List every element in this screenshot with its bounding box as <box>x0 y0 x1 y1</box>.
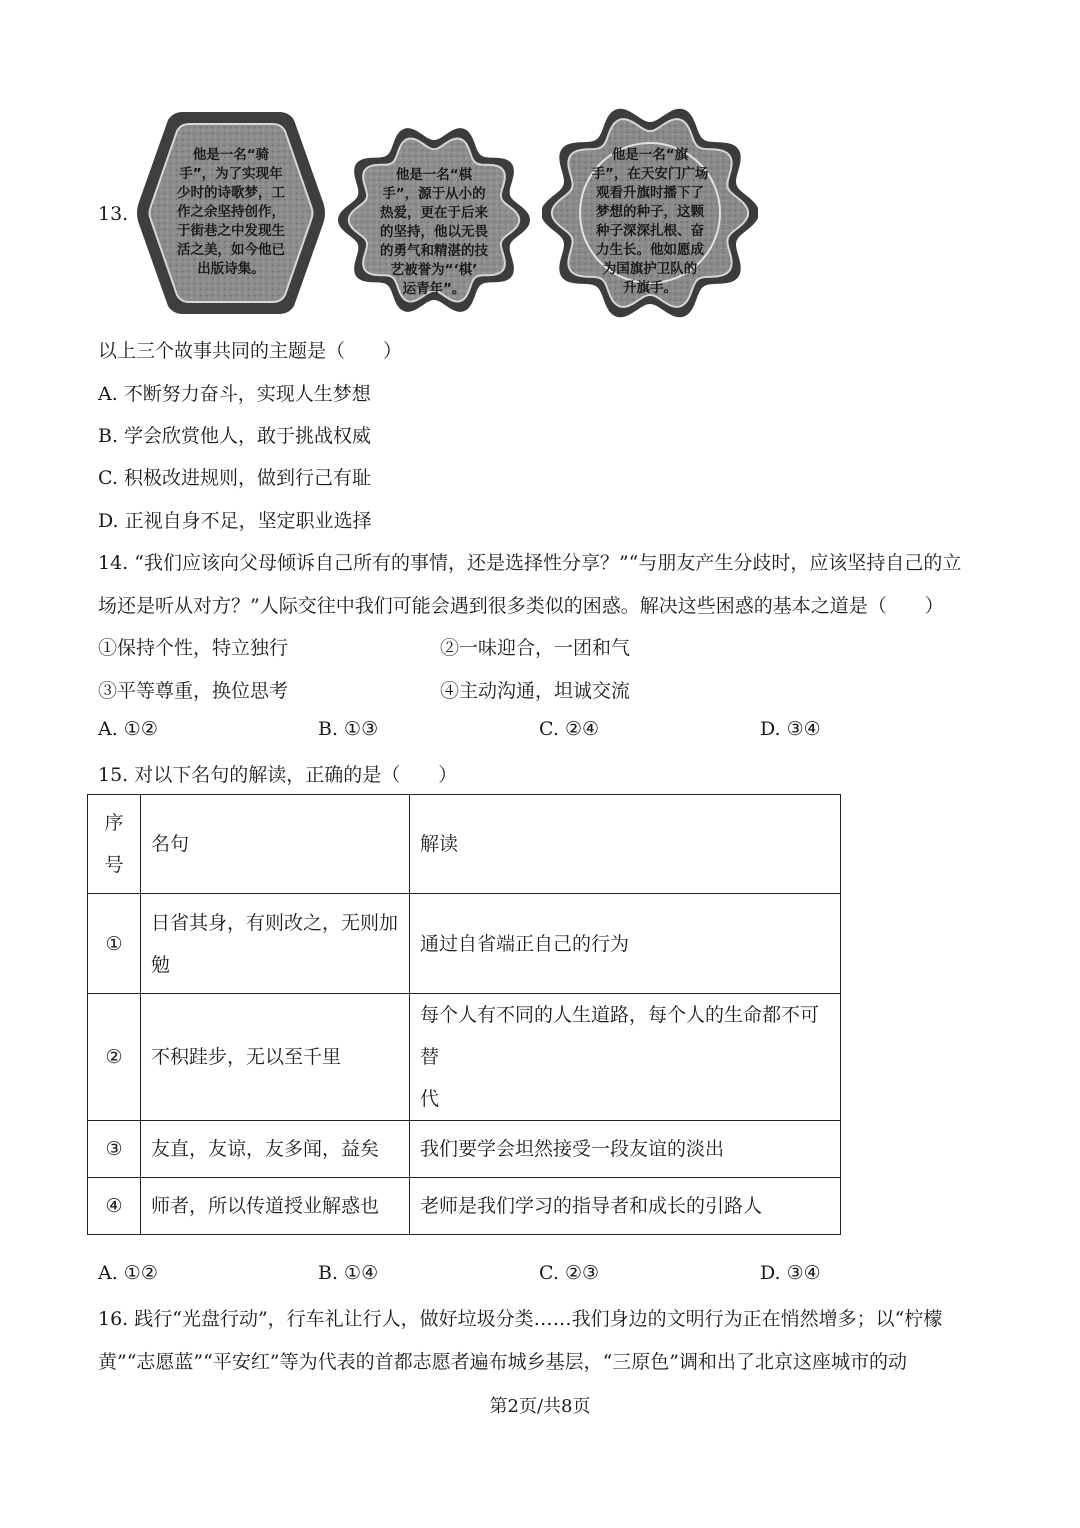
question-13-number: 13. <box>98 203 129 225</box>
row-number: ③ <box>88 1121 141 1178</box>
row-interpretation: 每个人有不同的人生道路，每个人的生命都不可替 代 <box>410 994 841 1121</box>
question-13-stem: 以上三个故事共同的主题是（ ） <box>98 340 403 362</box>
q15-option-c[interactable]: C. ②③ <box>539 1262 600 1284</box>
question-15-stem: 15. 对以下名句的解读，正确的是（ ） <box>98 764 458 786</box>
q15-option-a[interactable]: A. ①② <box>98 1262 158 1284</box>
row-interpretation: 我们要学会坦然接受一段友谊的淡出 <box>410 1121 841 1178</box>
header-number-cell: 序 号 <box>88 795 141 894</box>
table-header-row <box>88 795 841 894</box>
q14-item-2: ②一味迎合，一团和气 <box>440 637 631 659</box>
row-interpretation: 老师是我们学习的指导者和成长的引路人 <box>410 1178 841 1235</box>
q14-item-1: ①保持个性，特立独行 <box>98 637 289 659</box>
header-interpretation-cell: 解读 <box>410 795 841 894</box>
q14-item-4: ④主动沟通，坦诚交流 <box>440 680 631 702</box>
badge-chess-player-text: 他是一名“棋 手”，源于从小的 热爱，更在于后来 的坚持，他以无畏 的勇气和精湛的技 艺被誉为“‘棋’ 运青年”。 <box>380 167 488 297</box>
q13-option-c[interactable]: C. 积极改进规则，做到行己有耻 <box>98 467 371 489</box>
table-row <box>88 894 841 994</box>
quote-table <box>87 794 841 1235</box>
q14-option-c[interactable]: C. ②④ <box>539 718 600 740</box>
header-quote-cell: 名句 <box>141 795 410 894</box>
row-quote: 师者，所以传道授业解惑也 <box>141 1178 410 1235</box>
q13-option-b[interactable]: B. 学会欣赏他人，敢于挑战权威 <box>98 425 372 447</box>
question-16-stem-line1: 16. 践行“光盘行动”，行车礼让行人，做好垃圾分类……我们身边的文明行为正在悄然增多；以“柠檬 <box>98 1308 943 1330</box>
question-14-stem-line1: 14. “我们应该向父母倾诉自己所有的事情，还是选择性分享？”“与朋友产生分歧时，应该坚持自己的立 <box>98 552 962 574</box>
badge-chess-player <box>336 124 532 316</box>
q14-option-a[interactable]: A. ①② <box>98 718 158 740</box>
question-14-stem-line2: 场还是听从对方？”人际交往中我们可能会遇到很多类似的困惑。解决这些困惑的基本之道是（ ） <box>98 595 944 617</box>
badge-rider <box>133 108 329 318</box>
table-row <box>88 1121 841 1178</box>
badge-rider-text: 他是一名“骑 手”，为了实现年 少时的诗歌梦，工 作之余坚持创作， 于街巷之中发现生 活之美，如今他已 出版诗集。 <box>177 147 285 277</box>
q15-option-b[interactable]: B. ①④ <box>318 1262 379 1284</box>
page-footer: 第2页/共8页 <box>489 1396 591 1417</box>
row-quote: 友直，友谅，友多闻，益矣 <box>141 1121 410 1178</box>
row-number: ① <box>88 894 141 994</box>
row-number: ② <box>88 994 141 1121</box>
question-16-stem-line2: 黄”“志愿蓝”“平安红”等为代表的首都志愿者遍布城乡基层，“三原色”调和出了北京这座城市的动 <box>98 1351 907 1373</box>
table-row <box>88 1178 841 1235</box>
badge-flag-bearer <box>542 106 758 320</box>
badge-flag-bearer-text: 他是一名“旗 手”，在天安门广场 观看升旗时播下了 梦想的种子，这颗 种子深深扎根、奋 力生长。他如愿成 为国旗护卫队的 升旗手。 <box>591 147 709 296</box>
q15-option-d[interactable]: D. ③④ <box>760 1262 821 1284</box>
q14-option-b[interactable]: B. ①③ <box>318 718 379 740</box>
table-row <box>88 994 841 1121</box>
row-number: ④ <box>88 1178 141 1235</box>
q13-option-d[interactable]: D. 正视自身不足，坚定职业选择 <box>98 510 372 532</box>
q14-item-3: ③平等尊重，换位思考 <box>98 680 289 702</box>
q13-option-a[interactable]: A. 不断努力奋斗，实现人生梦想 <box>98 383 371 405</box>
q14-option-d[interactable]: D. ③④ <box>760 718 821 740</box>
row-quote: 不积跬步，无以至千里 <box>141 994 410 1121</box>
row-interpretation: 通过自省端正自己的行为 <box>410 894 841 994</box>
row-quote: 日省其身，有则改之，无则加 勉 <box>141 894 410 994</box>
